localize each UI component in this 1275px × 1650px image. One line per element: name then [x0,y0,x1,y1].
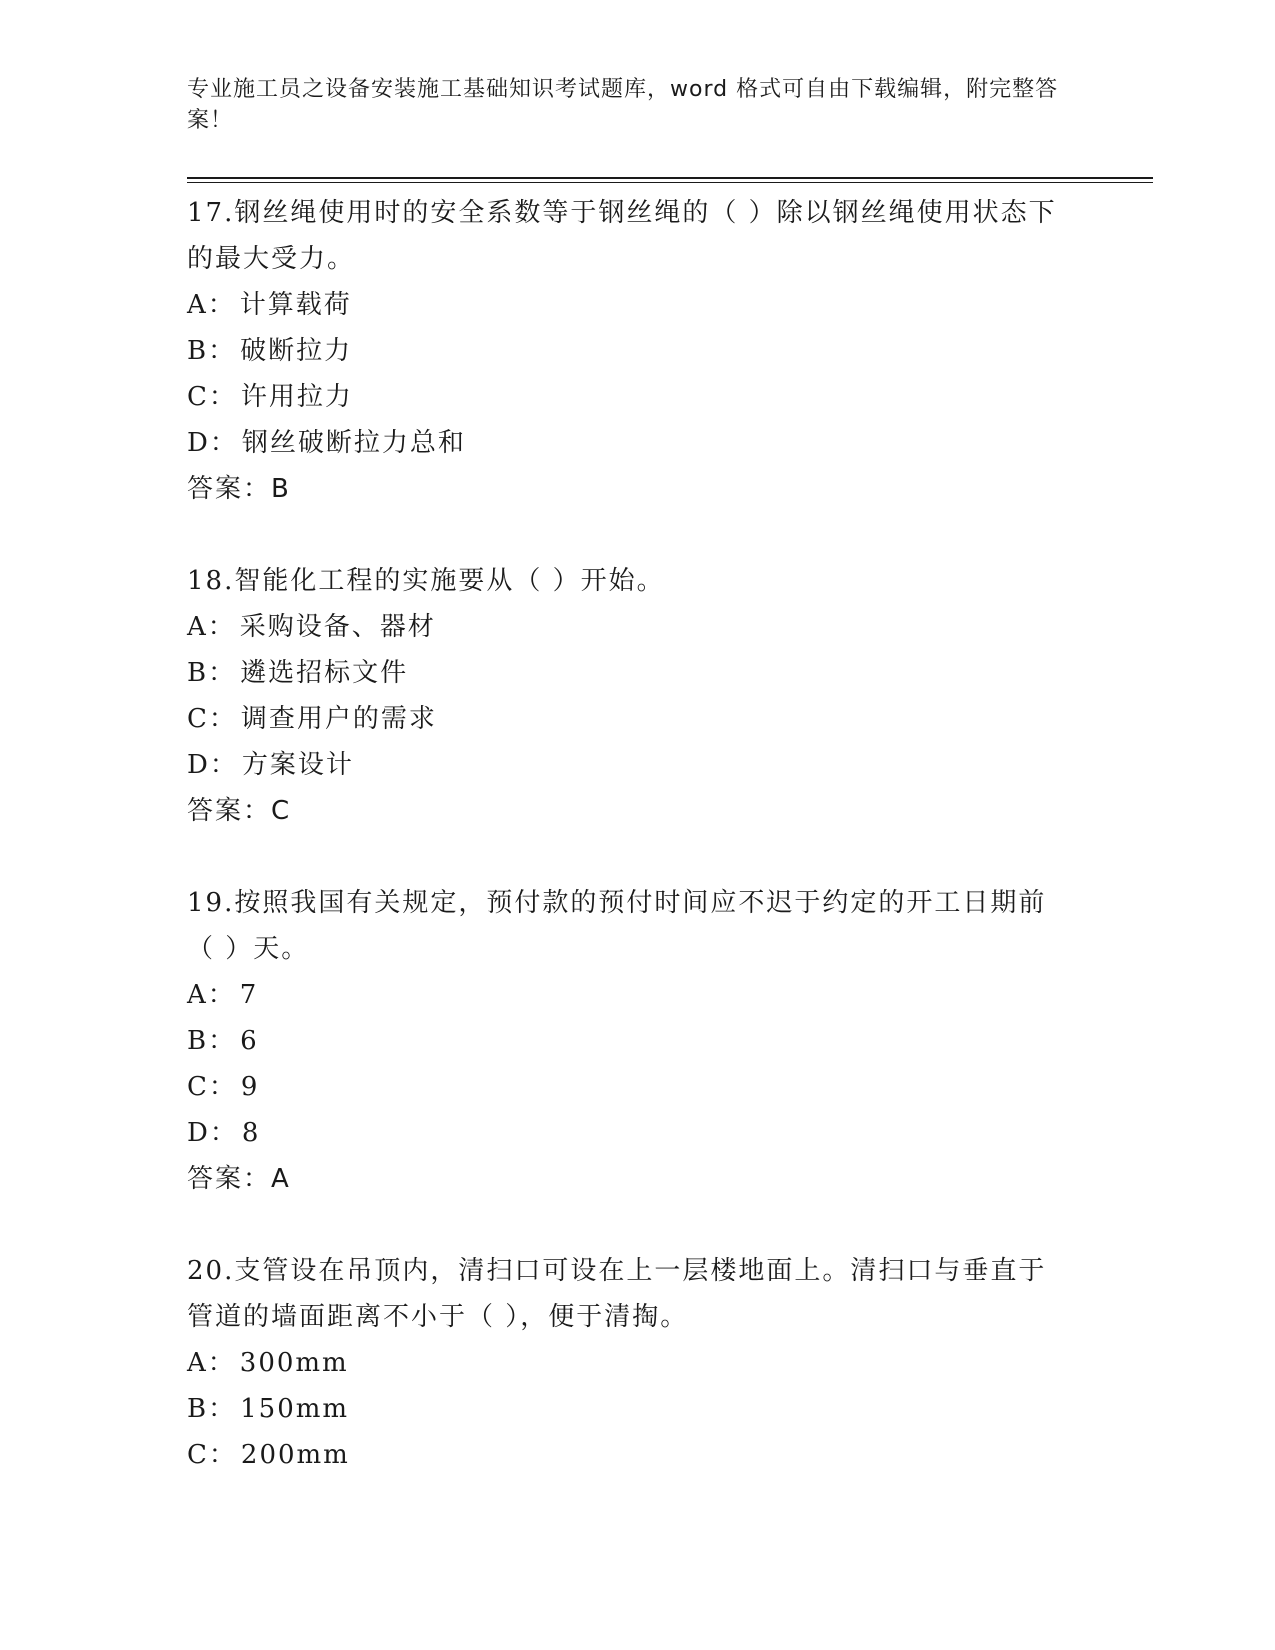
option-text: 许用拉力 [240,382,353,412]
option-letter: D： [187,1118,238,1148]
option-letter: A： [187,612,236,642]
option-text: 150mm [240,1394,350,1424]
option-b [187,328,1087,374]
option-letter: A： [187,290,236,320]
option-text: 方案设计 [241,750,354,780]
option-a [187,1340,1087,1386]
option-letter: D： [187,750,238,780]
option-text: 6 [240,1026,259,1056]
option-d [187,1110,1087,1156]
option-text: 300mm [239,1348,349,1378]
option-text: 遴选招标文件 [240,658,409,688]
option-letter: A： [187,980,236,1010]
option-b [187,1018,1087,1064]
question-list [187,190,1087,1524]
option-text: 7 [239,980,259,1010]
option-letter: B： [187,1026,237,1056]
question-19 [187,880,1087,1202]
option-text: 破断拉力 [240,336,353,366]
question-17 [187,190,1087,512]
option-text: 调查用户的需求 [240,704,437,734]
question-20 [187,1248,1087,1478]
option-a [187,604,1087,650]
header-rule-thin [187,182,1153,183]
option-letter: B： [187,336,237,366]
question-text: 17.钢丝绳使用时的安全系数等于钢丝绳的（ ）除以钢丝绳使用状态下的最大受力。 [187,198,1057,274]
answer-line: 答案：A [187,1164,291,1194]
option-letter: C： [187,704,237,734]
option-c [187,1064,1087,1110]
option-a [187,972,1087,1018]
option-letter: B： [187,1394,237,1424]
header-rule-thick [187,177,1153,179]
option-b [187,1386,1087,1432]
question-18 [187,558,1087,834]
option-c [187,696,1087,742]
option-letter: C： [187,1440,237,1470]
question-text: 20.支管设在吊顶内，清扫口可设在上一层楼地面上。清扫口与垂直于管道的墙面距离不小于（ ），便于清掏。 [187,1256,1047,1332]
question-text: 19.按照我国有关规定，预付款的预付时间应不迟于约定的开工日期前（ ）天。 [187,888,1047,964]
option-c [187,374,1087,420]
option-text: 采购设备、器材 [239,612,436,642]
question-text: 18.智能化工程的实施要从（ ）开始。 [187,566,665,596]
option-c [187,1432,1087,1478]
option-text: 9 [240,1072,260,1102]
option-d [187,420,1087,466]
option-letter: B： [187,658,237,688]
option-text: 钢丝破断拉力总和 [241,428,466,458]
option-text: 200mm [240,1440,350,1470]
option-d [187,742,1087,788]
answer-line: 答案：C [187,796,292,826]
option-letter: A： [187,1348,236,1378]
option-letter: D： [187,428,238,458]
option-letter: C： [187,1072,237,1102]
option-b [187,650,1087,696]
document-header: 专业施工员之设备安装施工基础知识考试题库，word 格式可自由下载编辑，附完整答案！ [187,77,1059,133]
option-text: 8 [241,1118,261,1148]
option-letter: C： [187,382,237,412]
option-text: 计算载荷 [239,290,352,320]
answer-line: 答案：B [187,474,291,504]
option-a [187,282,1087,328]
